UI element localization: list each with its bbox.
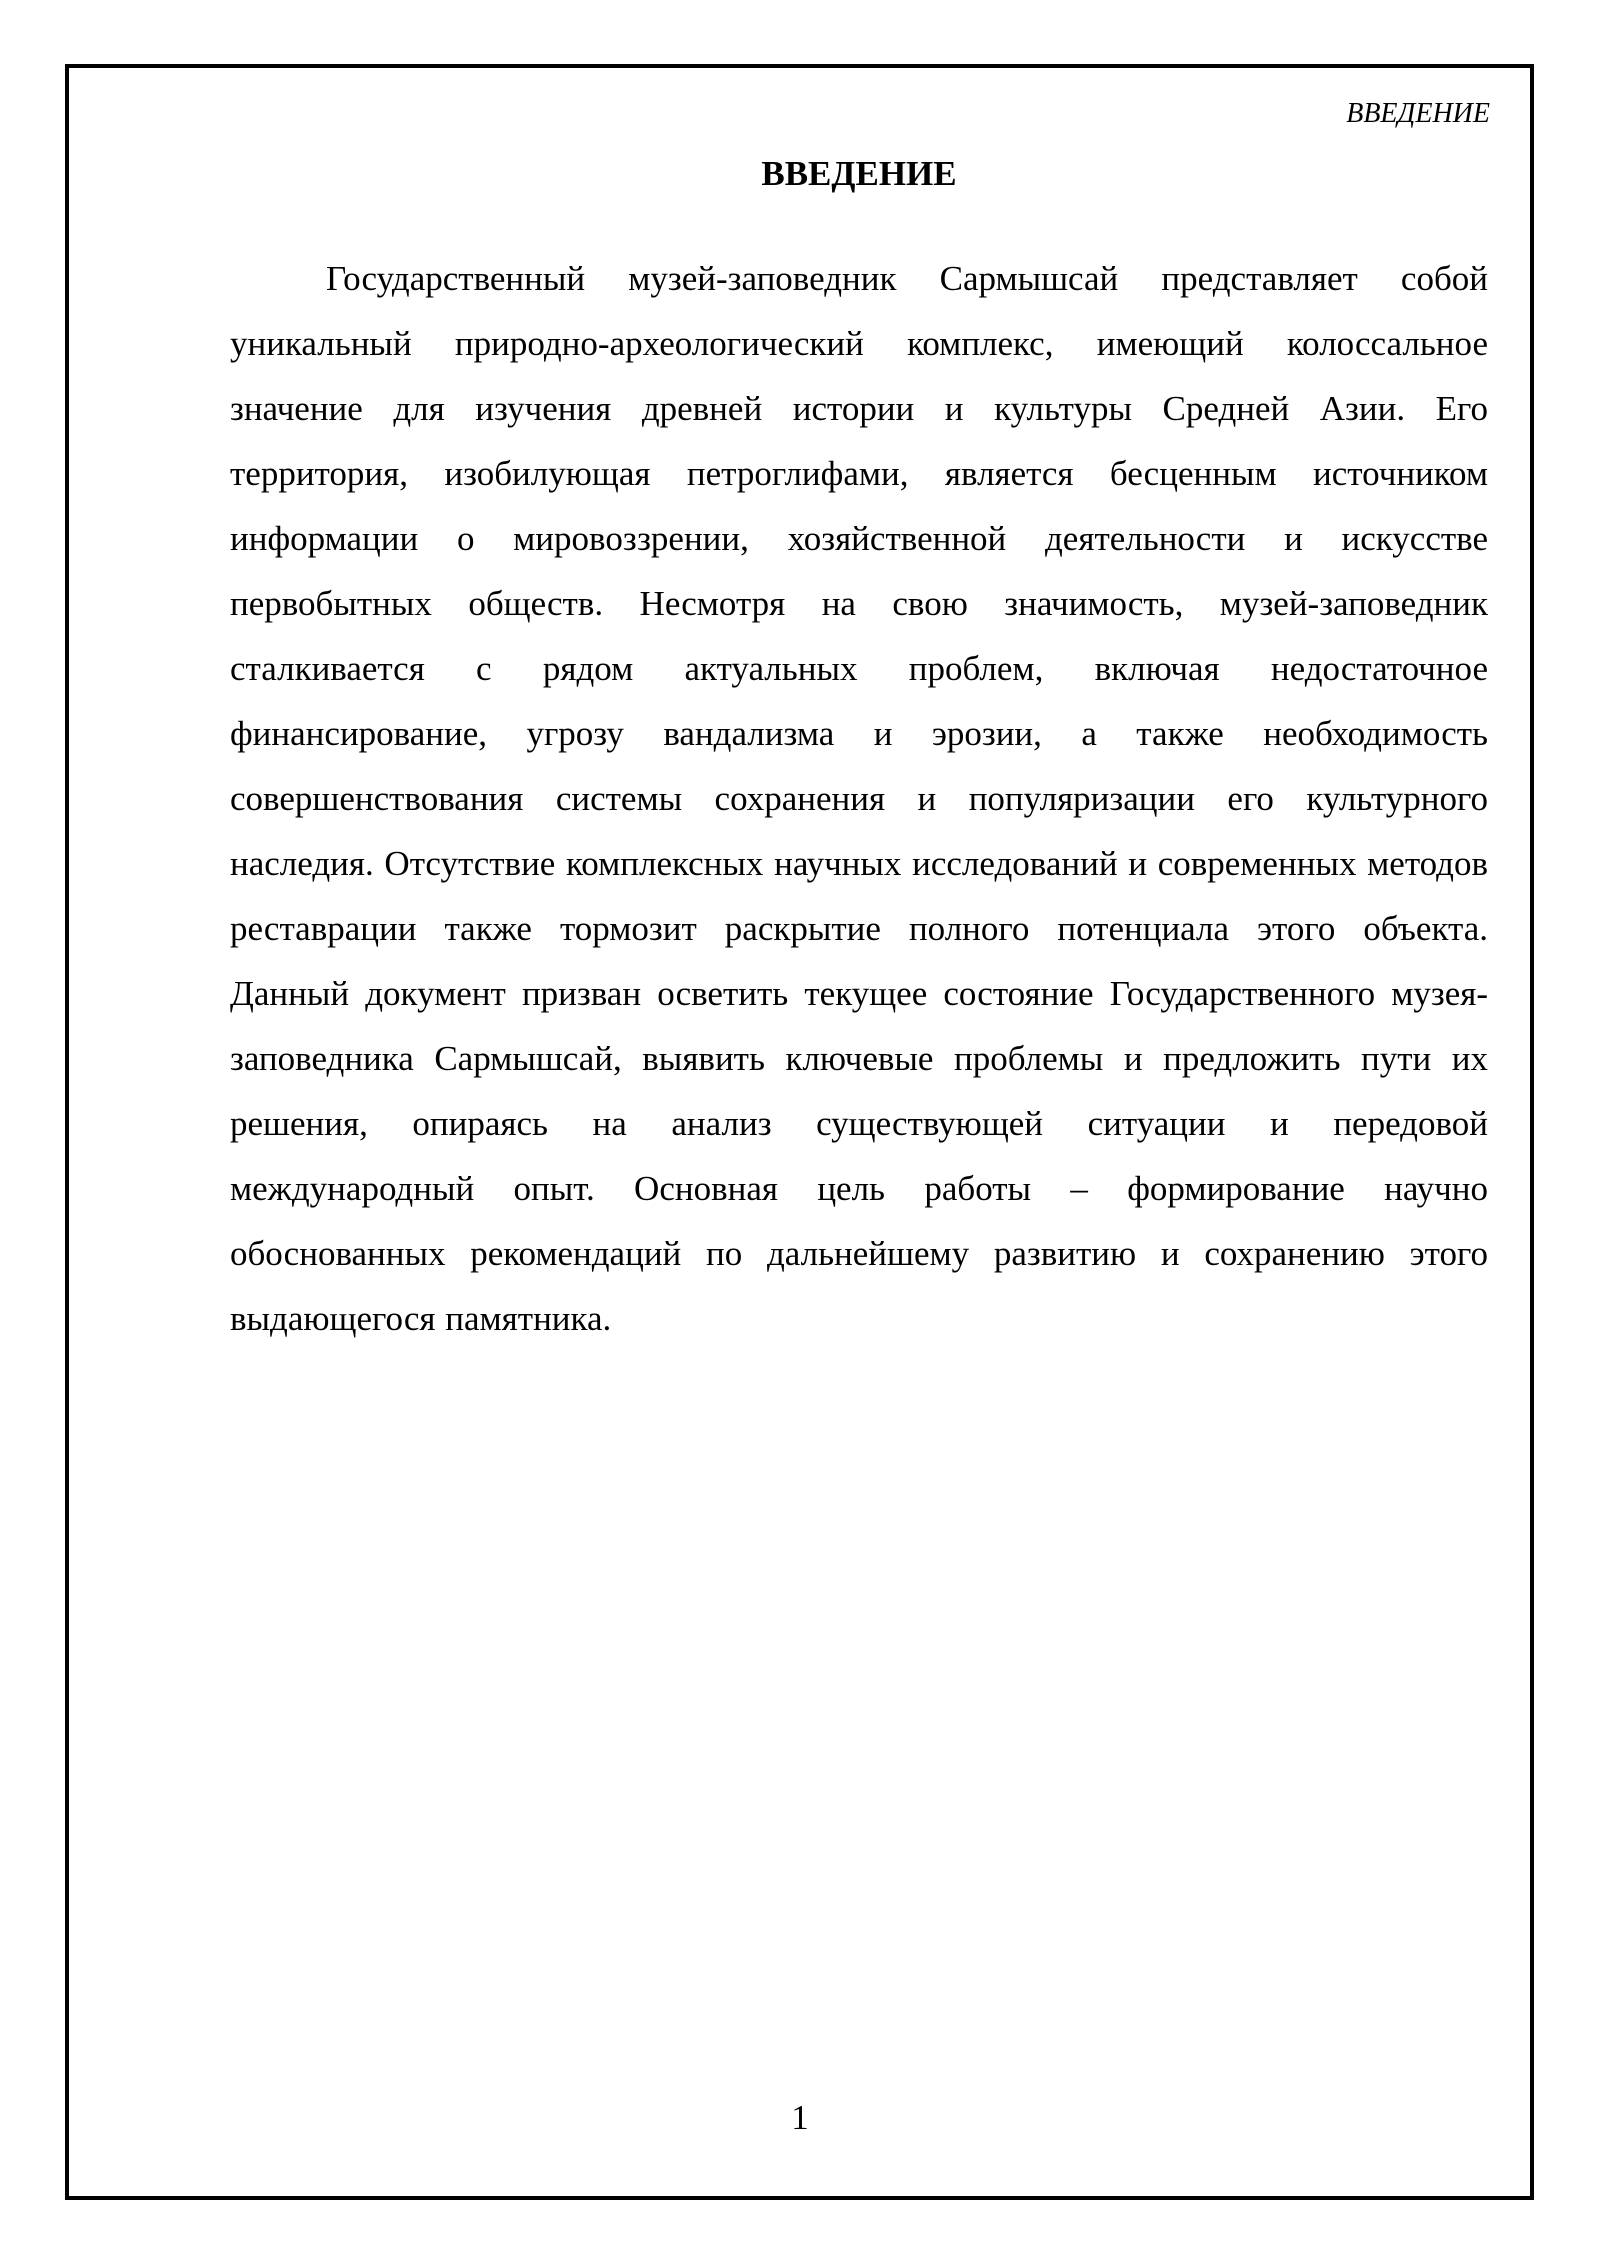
body-paragraph: Государственный музей-заповедник Сармышсай представляет собой уникальный природно-археологический комплекс, имеющий колоссальное значение для изучения древней истории и культуры Средней Азии. Его территория, изобилующая петроглифами, является бесценным источником информации о мировоззрении, хозяйственной деятельности и искусстве первобытных обществ. Несмотря на свою значимость, музей-заповедник сталкивается с рядом актуальных проблем, включая недостаточное финансирование, угрозу вандализма и эрозии, а также необходимость совершенствования системы сохранения и популяризации его культурного наследия. Отсутствие комплексных научных исследований и современных методов реставрации также тормозит раскрытие полного потенциала этого объекта. Данный документ призван осветить текущее состояние Государственного музея-заповедника Сармышсай, выявить ключевые проблемы и предложить пути их решения, опираясь на анализ существующей ситуации и передовой международный опыт. Основная цель работы – формирование научно обоснованных рекомендаций по дальнейшему развитию и сохранению этого выдающегося памятника. bbox=[230, 259, 1488, 1338]
page-title: ВВЕДЕНИЕ bbox=[761, 154, 957, 193]
page-number: 1 bbox=[791, 2098, 809, 2137]
running-header: ВВЕДЕНИЕ bbox=[1346, 98, 1490, 129]
